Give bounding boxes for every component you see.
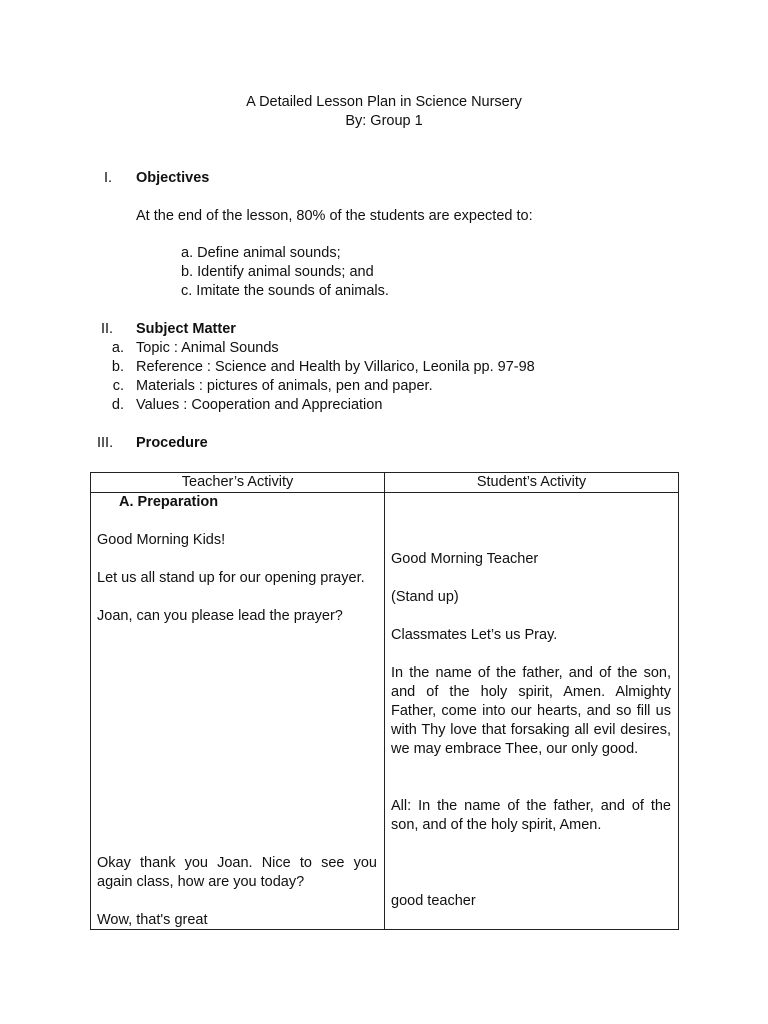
objectives-intro: At the end of the lesson, 80% of the students are expected to: xyxy=(136,208,533,224)
student-activity-header: Student’s Activity xyxy=(385,473,679,493)
subject-item-materials: Materials : pictures of animals, pen and paper. xyxy=(136,378,433,394)
teacher-activity-header: Teacher’s Activity xyxy=(91,473,385,493)
document-title: A Detailed Lesson Plan in Science Nursery xyxy=(246,94,522,110)
teacher-line: Okay thank you Joan. Nice to see you again class, how are you today? xyxy=(97,855,377,890)
preparation-section-label: A. Preparation xyxy=(119,494,219,510)
subject-item-reference: Reference : Science and Health by Villarico, Leonila pp. 97-98 xyxy=(136,359,535,375)
student-line: good teacher xyxy=(391,893,476,909)
teacher-activity-cell xyxy=(91,493,385,930)
subject-item-marker: a. xyxy=(111,340,124,356)
teacher-line: Wow, that's great xyxy=(97,912,208,928)
teacher-line: Good Morning Kids! xyxy=(97,532,226,548)
subject-item-marker: c. xyxy=(112,378,124,394)
student-line: Classmates Let’s us Pray. xyxy=(391,627,558,643)
subject-item-values: Values : Cooperation and Appreciation xyxy=(136,397,383,413)
objective-item: c. Imitate the sounds of animals. xyxy=(181,283,389,299)
student-line: In the name of the father, and of the son, and of the holy spirit, Amen. Almighty Father, come into our hearts, and so fill us with Thy love that forsaking all evil desires, we may embrace Thee, our only good. xyxy=(391,665,671,757)
objective-item: a. Define animal sounds; xyxy=(181,245,341,261)
procedure-heading: Procedure xyxy=(136,435,208,451)
student-line: (Stand up) xyxy=(391,589,459,605)
subject-item-marker: d. xyxy=(111,397,124,413)
procedure-numeral: III. xyxy=(97,435,114,451)
procedure-table xyxy=(90,472,679,930)
objective-item: b. Identify animal sounds; and xyxy=(181,264,374,280)
teacher-line: Let us all stand up for our opening prayer. xyxy=(97,570,365,586)
subject-item-marker: b. xyxy=(111,359,124,375)
student-activity-cell xyxy=(385,493,679,930)
subject-item-topic: Topic : Animal Sounds xyxy=(136,340,279,356)
teacher-line: Joan, can you please lead the prayer? xyxy=(97,608,343,624)
subject-matter-numeral: II. xyxy=(101,321,114,337)
objectives-numeral: I. xyxy=(104,170,113,186)
student-line: All: In the name of the father, and of the son, and of the holy spirit, Amen. xyxy=(391,798,671,833)
objectives-heading: Objectives xyxy=(136,170,210,186)
subject-matter-heading: Subject Matter xyxy=(136,321,236,337)
document-byline: By: Group 1 xyxy=(345,113,423,129)
student-line: Good Morning Teacher xyxy=(391,551,539,567)
